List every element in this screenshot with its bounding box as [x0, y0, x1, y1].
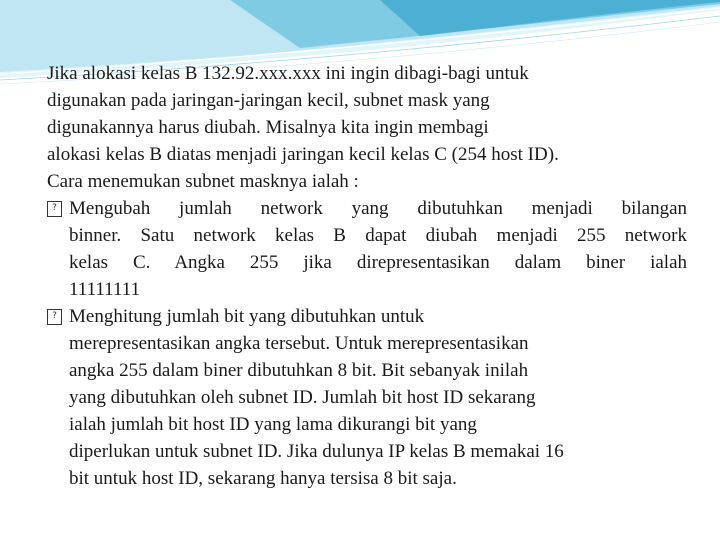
bullet-item-convert-binary: [47, 195, 687, 303]
intro-line: alokasi kelas B diatas menjadi jaringan kecil kelas C (254 host ID).: [47, 144, 559, 165]
bullet-line: merepresentasikan angka tersebut. Untuk merepresentasikan: [69, 333, 529, 354]
intro-line: digunakannya harus diubah. Misalnya kita ingin membagi: [47, 117, 489, 138]
intro-paragraph: [47, 60, 687, 195]
bullet-line: Menghitung jumlah bit yang dibutuhkan untuk: [69, 306, 425, 327]
bullet-line: Mengubah jumlah network yang dibutuhkan menjadi bilangan: [69, 198, 687, 219]
intro-line: Jika alokasi kelas B 132.92.xxx.xxx ini ingin dibagi-bagi untuk: [47, 63, 529, 84]
bullet-line: kelas C. Angka 255 jika direpresentasikan dalam biner ialah: [69, 252, 687, 273]
slide-body: [47, 60, 687, 492]
bullet-line: 11111111: [69, 279, 141, 300]
intro-line: Cara menemukan subnet masknya ialah :: [47, 171, 359, 192]
intro-line: digunakan pada jaringan-jaringan kecil, subnet mask yang: [47, 90, 490, 111]
missing-glyph-icon: ?: [47, 201, 62, 217]
bullet-line: diperlukan untuk subnet ID. Jika dulunya IP kelas B memakai 16: [69, 441, 564, 462]
bullet-line: angka 255 dalam biner dibutuhkan 8 bit. Bit sebanyak inilah: [69, 360, 529, 381]
bullet-line: binner. Satu network kelas B dapat diubah menjadi 255 network: [69, 225, 687, 246]
missing-glyph-icon: ?: [47, 309, 62, 325]
bullet-line: yang dibutuhkan oleh subnet ID. Jumlah bit host ID sekarang: [69, 387, 536, 408]
bullet-line: ialah jumlah bit host ID yang lama dikurangi bit yang: [69, 414, 477, 435]
bullet-item-count-bits: [47, 303, 687, 492]
bullet-line: bit untuk host ID, sekarang hanya tersisa 8 bit saja.: [69, 468, 457, 489]
